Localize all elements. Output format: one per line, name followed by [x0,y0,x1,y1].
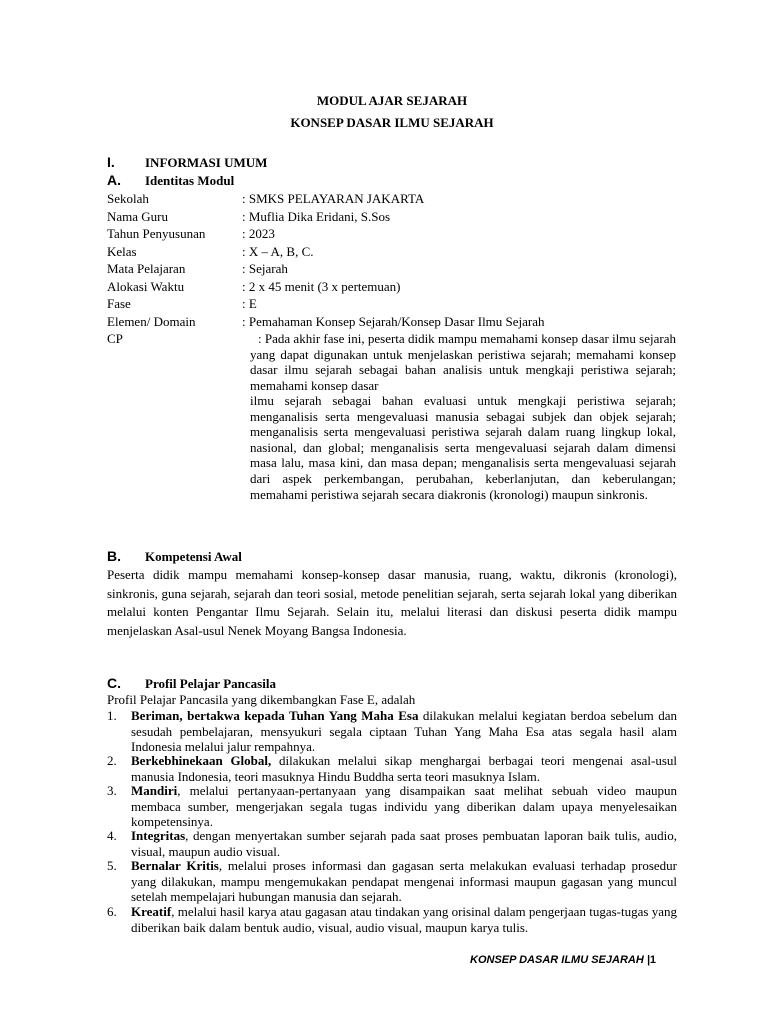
identity-value: : SMKS PELAYARAN JAKARTA [242,191,425,206]
section-heading-kompetensi-awal [107,548,242,565]
identity-row [107,209,677,227]
identity-label: Mata Pelajaran [107,261,186,276]
list-text [131,904,677,935]
list-description: dilakukan melalui kegiatan berdoa sebelum dan sesudah pembelajaran, mensyukuri segala ciptaan Tuhan Yang Maha Esa atas segala hasil alam Indonesia melalui jalur rempahnya. [131,708,678,755]
list-description: , melalui proses informasi dan gagasan serta melakukan evaluasi terhadap prosedur yang dilakukan, mampu mengemukakan pendapat mengenai informasi maupun gagasan yang muncul setelah mempelajari hubungan manusia dan sejarah. [131,858,677,905]
list-number: 5. [107,858,117,873]
identity-label: Kelas [107,244,137,259]
list-description: , melalui hasil karya atau gagasan atau tindakan yang orisinal dalam pengerjaan tugas-tugas yang diberikan baik dalam bentuk audio, visual, audio visual, maupun karya tulis. [131,904,677,935]
footer-title: KONSEP DASAR ILMU SEJARAH | [470,954,650,966]
list-description: dilakukan melalui sikap menghargai berbagai teori mengenai asal-usul manusia Indonesia, teori masuknya Hindu Buddha serta teori masuknya Islam. [131,753,678,784]
identity-label: Tahun Penyusunan [107,226,206,241]
identity-row [107,296,677,314]
section-number: I. [107,154,115,170]
document-title: MODUL AJAR SEJARAH [316,93,468,108]
list-bold-term: Mandiri [131,783,178,798]
section-number: B. [107,548,121,564]
identity-value: : Muflia Dika Eridani, S.Sos [242,209,391,224]
list-text [131,783,677,830]
identity-value: : E [242,296,257,311]
section-number: A. [107,172,121,188]
section-heading-informasi-umum [107,154,267,171]
document-subtitle: KONSEP DASAR ILMU SEJARAH [290,115,494,130]
identity-value: : Sejarah [242,261,288,276]
cp-label: CP [107,331,123,346]
identity-label: Nama Guru [107,209,169,224]
page-number: 1 [649,954,657,966]
list-bold-term: Kreatif [131,904,172,919]
identity-label: Fase [107,296,131,311]
list-text [131,828,677,859]
list-bold-term: Integritas [131,828,186,843]
identity-row [107,226,677,244]
identity-value: : 2023 [242,226,275,241]
identity-label: Sekolah [107,191,149,206]
section-title: Identitas Modul [145,173,235,188]
identity-value: : X – A, B, C. [242,244,314,259]
list-number: 1. [107,708,117,723]
section-title: Profil Pelajar Pancasila [145,676,276,691]
list-bold-term: Berkebhinekaan Global, [131,753,272,768]
identity-label: Alokasi Waktu [107,279,185,294]
identity-value: : Pemahaman Konsep Sejarah/Konsep Dasar Ilmu Sejarah [242,314,545,329]
identity-row [107,279,677,297]
page-footer [470,954,656,966]
section-number: C. [107,675,121,691]
list-text [131,708,677,755]
section-heading-profil-pelajar-pancasila [107,675,276,692]
identity-label: Elemen/ Domain [107,314,196,329]
list-bold-term: Beriman, bertakwa kepada Tuhan Yang Maha Esa [131,708,419,723]
list-number: 3. [107,783,117,798]
identity-value: : 2 x 45 menit (3 x pertemuan) [242,279,401,294]
section-title: INFORMASI UMUM [145,155,268,170]
list-number: 4. [107,828,117,843]
list-number: 2. [107,753,117,768]
list-text [131,858,677,905]
list-description: , dengan menyertakan sumber sejarah pada saat proses pembuatan laporan baik tulis, audio, visual, maupun audio visual. [131,828,677,859]
identity-row [107,261,677,279]
list-text [131,753,677,784]
list-number: 6. [107,904,117,919]
kompetensi-awal-text: Peserta didik mampu memahami konsep-konsep dasar manusia, ruang, waktu, dikronis (kronologi), sinkronis, guna sejarah, sejarah dan teori sosial, metode penelitian sejarah, serta sejarah lokal yang diberikan melalui konten Pengantar Ilmu Sejarah. Selain itu, melalui literasi dan diskusi peserta didik mampu menjelaskan Asal-usul Nenek Moyang Bangsa Indonesia. [107,567,677,638]
profil-intro: Profil Pelajar Pancasila yang dikembangkan Fase E, adalah [107,692,416,707]
section-heading-identitas-modul [107,172,234,189]
cp-text-part1: : Pada akhir fase ini, peserta didik mampu memahami konsep dasar ilmu sejarah yang dapat digunakan untuk menjelaskan peristiwa sejarah; memahami konsep dasar ilmu sejarah sebagai bahan analisis untuk mengkaji peristiwa sejarah; memahami konsep dasar [250,331,676,393]
identity-row [107,191,677,209]
section-title: Kompetensi Awal [145,549,242,564]
list-bold-term: Bernalar Kritis [131,858,219,873]
cp-text-part2: ilmu sejarah sebagai bahan evaluasi untuk mengkaji peristiwa sejarah; menganalisis serta mengevaluasi manusia sebagai subjek dan objek sejarah; menganalisis serta mengevaluasi peristiwa sejarah dalam ruang lingkup lokal, nasional, dan global; menganalisis serta mengevaluasi sejarah dalam dimensi masa lalu, masa kini, dan masa depan; menganalisis serta mengevaluasi sejarah dari aspek perkembangan, perubahan, keberlanjutan, dan keberulangan; memahami peristiwa sejarah secara diakronis (kronologi) maupun sinkronis. [250,393,676,502]
list-description: , melalui pertanyaan-pertanyaan yang disampaikan saat melihat sebuah video maupun membaca sumber, mengerjakan segala tugas individu yang diberikan dalam upaya menyelesaikan kompetensinya. [131,783,677,830]
identity-row [107,314,677,332]
identity-row [107,244,677,262]
